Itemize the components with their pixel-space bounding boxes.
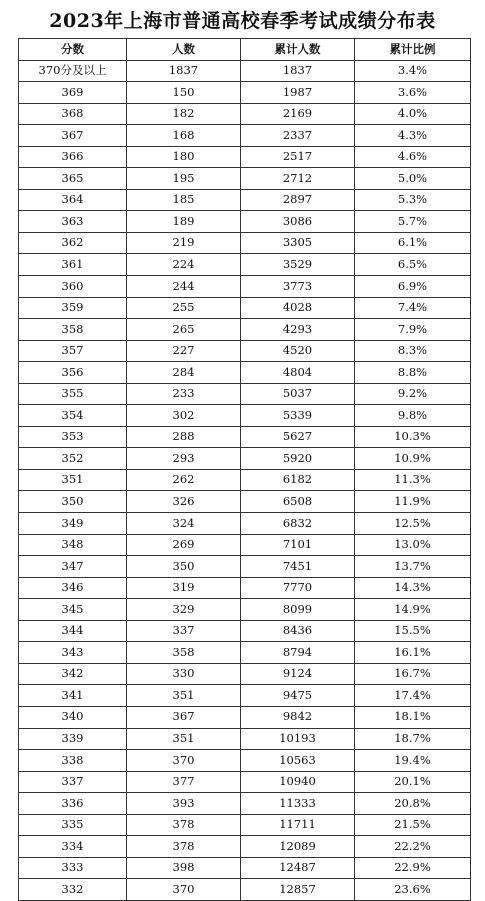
score-cell: 345 — [19, 599, 127, 621]
table-row — [19, 103, 471, 125]
cumulative-ratio-cell: 22.9% — [355, 857, 471, 879]
cumulative-ratio-cell: 23.6% — [355, 879, 471, 901]
table-row — [19, 146, 471, 168]
count-cell: 262 — [127, 469, 241, 491]
score-cell: 341 — [19, 685, 127, 707]
score-cell: 361 — [19, 254, 127, 276]
table-row — [19, 82, 471, 104]
count-cell: 255 — [127, 297, 241, 319]
header-cumulative-ratio: 累计比例 — [355, 39, 471, 61]
cumulative-count-cell: 5920 — [241, 448, 355, 470]
cumulative-count-cell: 2169 — [241, 103, 355, 125]
score-cell: 338 — [19, 750, 127, 772]
cumulative-ratio-cell: 5.0% — [355, 168, 471, 190]
cumulative-count-cell: 6832 — [241, 513, 355, 535]
cumulative-count-cell: 2897 — [241, 189, 355, 211]
count-cell: 233 — [127, 383, 241, 405]
score-cell: 369 — [19, 82, 127, 104]
cumulative-count-cell: 8436 — [241, 620, 355, 642]
score-cell: 352 — [19, 448, 127, 470]
cumulative-ratio-cell: 10.9% — [355, 448, 471, 470]
count-cell: 227 — [127, 340, 241, 362]
score-cell: 365 — [19, 168, 127, 190]
cumulative-ratio-cell: 5.3% — [355, 189, 471, 211]
cumulative-ratio-cell: 4.6% — [355, 146, 471, 168]
score-cell: 343 — [19, 642, 127, 664]
cumulative-count-cell: 10563 — [241, 750, 355, 772]
cumulative-count-cell: 2337 — [241, 125, 355, 147]
cumulative-ratio-cell: 9.2% — [355, 383, 471, 405]
cumulative-count-cell: 7770 — [241, 577, 355, 599]
table-row — [19, 663, 471, 685]
table-row — [19, 189, 471, 211]
count-cell: 324 — [127, 513, 241, 535]
score-cell: 337 — [19, 771, 127, 793]
score-cell: 358 — [19, 319, 127, 341]
cumulative-ratio-cell: 20.8% — [355, 793, 471, 815]
document-title: 2023年上海市普通高校春季考试成绩分布表 — [49, 10, 436, 32]
count-cell: 288 — [127, 426, 241, 448]
count-cell: 182 — [127, 103, 241, 125]
cumulative-count-cell: 12487 — [241, 857, 355, 879]
cumulative-count-cell: 4028 — [241, 297, 355, 319]
cumulative-ratio-cell: 19.4% — [355, 750, 471, 772]
cumulative-count-cell: 2517 — [241, 146, 355, 168]
cumulative-ratio-cell: 12.5% — [355, 513, 471, 535]
count-cell: 367 — [127, 706, 241, 728]
cumulative-ratio-cell: 11.9% — [355, 491, 471, 513]
cumulative-count-cell: 5037 — [241, 383, 355, 405]
count-cell: 377 — [127, 771, 241, 793]
score-cell: 351 — [19, 469, 127, 491]
table-row — [19, 685, 471, 707]
table-row — [19, 405, 471, 427]
header-score: 分数 — [19, 39, 127, 61]
score-cell: 362 — [19, 232, 127, 254]
score-cell: 347 — [19, 556, 127, 578]
table-row — [19, 168, 471, 190]
table-row — [19, 879, 471, 901]
cumulative-count-cell: 7451 — [241, 556, 355, 578]
count-cell: 224 — [127, 254, 241, 276]
count-cell: 293 — [127, 448, 241, 470]
table-row — [19, 125, 471, 147]
count-cell: 244 — [127, 276, 241, 298]
cumulative-count-cell: 9124 — [241, 663, 355, 685]
header-cumulative-count: 累计人数 — [241, 39, 355, 61]
cumulative-count-cell: 5627 — [241, 426, 355, 448]
score-cell: 370分及以上 — [19, 60, 127, 82]
table-row — [19, 577, 471, 599]
score-cell: 367 — [19, 125, 127, 147]
cumulative-ratio-cell: 13.7% — [355, 556, 471, 578]
cumulative-ratio-cell: 6.5% — [355, 254, 471, 276]
cumulative-ratio-cell: 4.3% — [355, 125, 471, 147]
score-cell: 355 — [19, 383, 127, 405]
table-row — [19, 513, 471, 535]
table-row — [19, 642, 471, 664]
table-row — [19, 620, 471, 642]
cumulative-count-cell: 9475 — [241, 685, 355, 707]
cumulative-count-cell: 4804 — [241, 362, 355, 384]
cumulative-ratio-cell: 7.4% — [355, 297, 471, 319]
score-cell: 346 — [19, 577, 127, 599]
cumulative-ratio-cell: 3.6% — [355, 82, 471, 104]
count-cell: 378 — [127, 814, 241, 836]
cumulative-count-cell: 7101 — [241, 534, 355, 556]
cumulative-count-cell: 1987 — [241, 82, 355, 104]
cumulative-ratio-cell: 3.4% — [355, 60, 471, 82]
cumulative-count-cell: 6182 — [241, 469, 355, 491]
score-cell: 360 — [19, 276, 127, 298]
count-cell: 393 — [127, 793, 241, 815]
table-row — [19, 728, 471, 750]
cumulative-ratio-cell: 4.0% — [355, 103, 471, 125]
cumulative-ratio-cell: 11.3% — [355, 469, 471, 491]
table-row — [19, 793, 471, 815]
cumulative-count-cell: 4520 — [241, 340, 355, 362]
cumulative-count-cell: 5339 — [241, 405, 355, 427]
cumulative-ratio-cell: 5.7% — [355, 211, 471, 233]
score-cell: 340 — [19, 706, 127, 728]
table-row — [19, 254, 471, 276]
cumulative-ratio-cell: 20.1% — [355, 771, 471, 793]
table-row — [19, 706, 471, 728]
cumulative-count-cell: 6508 — [241, 491, 355, 513]
score-distribution-table — [18, 38, 471, 901]
count-cell: 351 — [127, 685, 241, 707]
score-cell: 354 — [19, 405, 127, 427]
table-row — [19, 340, 471, 362]
score-cell: 342 — [19, 663, 127, 685]
count-cell: 269 — [127, 534, 241, 556]
cumulative-ratio-cell: 14.3% — [355, 577, 471, 599]
table-row — [19, 297, 471, 319]
table-row — [19, 750, 471, 772]
score-cell: 350 — [19, 491, 127, 513]
table-body — [19, 60, 471, 900]
cumulative-count-cell: 8794 — [241, 642, 355, 664]
score-cell: 353 — [19, 426, 127, 448]
score-cell: 359 — [19, 297, 127, 319]
cumulative-ratio-cell: 17.4% — [355, 685, 471, 707]
table-row — [19, 836, 471, 858]
cumulative-count-cell: 10940 — [241, 771, 355, 793]
cumulative-ratio-cell: 6.9% — [355, 276, 471, 298]
score-cell: 356 — [19, 362, 127, 384]
cumulative-count-cell: 3305 — [241, 232, 355, 254]
score-cell: 332 — [19, 879, 127, 901]
score-cell: 339 — [19, 728, 127, 750]
count-cell: 195 — [127, 168, 241, 190]
table-row — [19, 534, 471, 556]
count-cell: 329 — [127, 599, 241, 621]
cumulative-ratio-cell: 13.0% — [355, 534, 471, 556]
cumulative-count-cell: 11711 — [241, 814, 355, 836]
cumulative-count-cell: 9842 — [241, 706, 355, 728]
count-cell: 168 — [127, 125, 241, 147]
table-row — [19, 383, 471, 405]
count-cell: 370 — [127, 750, 241, 772]
table-row — [19, 232, 471, 254]
header-count: 人数 — [127, 39, 241, 61]
count-cell: 189 — [127, 211, 241, 233]
count-cell: 330 — [127, 663, 241, 685]
table-row — [19, 362, 471, 384]
count-cell: 319 — [127, 577, 241, 599]
count-cell: 370 — [127, 879, 241, 901]
score-cell: 333 — [19, 857, 127, 879]
cumulative-ratio-cell: 18.1% — [355, 706, 471, 728]
cumulative-ratio-cell: 8.8% — [355, 362, 471, 384]
cumulative-ratio-cell: 7.9% — [355, 319, 471, 341]
score-cell: 336 — [19, 793, 127, 815]
count-cell: 284 — [127, 362, 241, 384]
table-row — [19, 276, 471, 298]
cumulative-count-cell: 3086 — [241, 211, 355, 233]
cumulative-ratio-cell: 16.1% — [355, 642, 471, 664]
score-cell: 366 — [19, 146, 127, 168]
cumulative-count-cell: 10193 — [241, 728, 355, 750]
score-cell: 364 — [19, 189, 127, 211]
count-cell: 185 — [127, 189, 241, 211]
table-row — [19, 599, 471, 621]
cumulative-count-cell: 8099 — [241, 599, 355, 621]
count-cell: 265 — [127, 319, 241, 341]
cumulative-ratio-cell: 16.7% — [355, 663, 471, 685]
count-cell: 351 — [127, 728, 241, 750]
cumulative-ratio-cell: 15.5% — [355, 620, 471, 642]
count-cell: 150 — [127, 82, 241, 104]
cumulative-ratio-cell: 14.9% — [355, 599, 471, 621]
count-cell: 337 — [127, 620, 241, 642]
cumulative-ratio-cell: 9.8% — [355, 405, 471, 427]
table-row — [19, 211, 471, 233]
score-cell: 368 — [19, 103, 127, 125]
cumulative-count-cell: 11333 — [241, 793, 355, 815]
cumulative-count-cell: 12089 — [241, 836, 355, 858]
table-row — [19, 556, 471, 578]
count-cell: 180 — [127, 146, 241, 168]
cumulative-count-cell: 2712 — [241, 168, 355, 190]
cumulative-ratio-cell: 22.2% — [355, 836, 471, 858]
cumulative-count-cell: 4293 — [241, 319, 355, 341]
score-cell: 363 — [19, 211, 127, 233]
count-cell: 302 — [127, 405, 241, 427]
count-cell: 350 — [127, 556, 241, 578]
score-cell: 335 — [19, 814, 127, 836]
count-cell: 358 — [127, 642, 241, 664]
table-header-row — [19, 39, 471, 61]
cumulative-ratio-cell: 18.7% — [355, 728, 471, 750]
count-cell: 378 — [127, 836, 241, 858]
table-row — [19, 426, 471, 448]
cumulative-ratio-cell: 21.5% — [355, 814, 471, 836]
table-row — [19, 857, 471, 879]
score-cell: 357 — [19, 340, 127, 362]
count-cell: 326 — [127, 491, 241, 513]
table-row — [19, 60, 471, 82]
table-row — [19, 771, 471, 793]
score-cell: 334 — [19, 836, 127, 858]
count-cell: 1837 — [127, 60, 241, 82]
score-cell: 348 — [19, 534, 127, 556]
table-row — [19, 491, 471, 513]
table-row — [19, 448, 471, 470]
cumulative-count-cell: 1837 — [241, 60, 355, 82]
score-cell: 349 — [19, 513, 127, 535]
cumulative-count-cell: 12857 — [241, 879, 355, 901]
table-row — [19, 319, 471, 341]
table-row — [19, 469, 471, 491]
cumulative-ratio-cell: 8.3% — [355, 340, 471, 362]
cumulative-ratio-cell: 6.1% — [355, 232, 471, 254]
table-row — [19, 814, 471, 836]
count-cell: 219 — [127, 232, 241, 254]
cumulative-ratio-cell: 10.3% — [355, 426, 471, 448]
count-cell: 398 — [127, 857, 241, 879]
cumulative-count-cell: 3773 — [241, 276, 355, 298]
cumulative-count-cell: 3529 — [241, 254, 355, 276]
score-cell: 344 — [19, 620, 127, 642]
